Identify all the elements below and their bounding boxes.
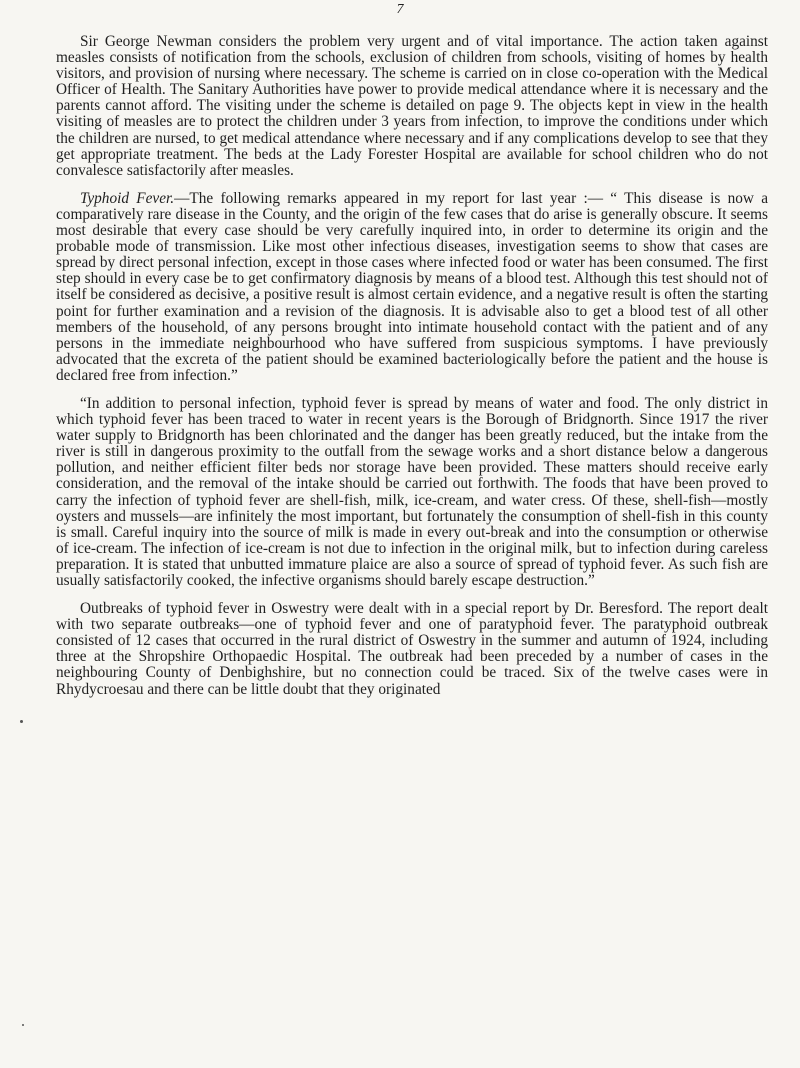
paragraph-typhoid-text: —The following remarks appeared in my report for last year :— “ This disease is now a comparatively rare disease in the County, and the origin of the few cases that do arise is generally obscure. It seems most desirable that every case should be very carefully inquired into, in order to determine its origin and the probable mode of transmission. Like most other infectious diseases, investigation seems to show that cases are spread by direct personal infection, except in those cases where infected food or water has been consumed. The first step should in every case be to get confirmatory diagnosis by means of a blood test. Although this test should not of itself be considered as decisive, a positive result is almost certain evidence, and a negative result is often the starting point for further examination and a revision of the diagnosis. It is advisable also to get a blood test of all other members of the household, of any persons brought into intimate household contact with the patient and of any persons in the immediate neighbourhood who have suffered from suspicious symptoms. I have previously advocated that the excreta of the patient should be examined bacteriologically before the patient and the house is declared free from infection.” bbox=[56, 189, 769, 384]
paragraph-measles: Sir George Newman considers the problem very urgent and of vital importance. The action taken against measles consists of notification from the schools, exclusion of children from schools, visiting of homes by health visitors, and provision of nursing where necessary. The scheme is carried on in close co-operation with the Medical Officer of Health. The Sanitary Authorities have power to provide medical attendance where it is necessary and the parents cannot afford. The visiting under the scheme is detailed on page 9. The objects kept in view in the health visiting of measles are to protect the children under 3 years from infection, to improve the conditions under which the children are nursed, to get medical attendance where necessary and if any complications develop to see that they get appropriate treatment. The beds at the Lady Forester Hospital are available for school children who do not convalesce satisfactorily after measles. bbox=[56, 33, 768, 179]
paragraph-typhoid-spread: “In addition to personal infection, typhoid fever is spread by means of water and food. The only district in which typhoid fever has been traced to water in recent years is the Borough of Bridgnorth. Since 1917 the river water supply to Bridgnorth has been chlorinated and the danger has been greatly reduced, but the intake from the river is still in dangerous proximity to the outfall from the sewage works and a short distance below a dangerous pollution, and neither efficient filter beds nor storage have been provided. These matters should receive early consideration, and the removal of the intake should be carried out forthwith. The foods that have been proved to carry the infection of typhoid fever are shell-fish, milk, ice-cream, and water cress. Of these, shell-fish—mostly oysters and mussels—are infinitely the most important, but fortunately the consumption of shell-fish in this county is small. Careful inquiry into the source of milk is made in every out-break and into the consumption or otherwise of ice-cream. The infection of ice-cream is not due to infection in the original milk, but to infection during careless preparation. It is stated that unbutted immature plaice are also a source of spread of typhoid fever. As such fish are usually satisfactorily cooked, the infective organisms should barely escape destruction.” bbox=[56, 394, 768, 589]
paragraph-typhoid-intro bbox=[56, 191, 768, 384]
report-body bbox=[56, 34, 768, 710]
paper-speck bbox=[22, 1024, 24, 1026]
page-number: 7 bbox=[396, 2, 404, 17]
paragraph-oswestry-outbreaks: Outbreaks of typhoid fever in Oswestry were dealt with in a special report by Dr. Beresford. The report dealt with two separate outbreaks—one of typhoid fever and one of paratyphoid fever. The paratyphoid outbreak consisted of 12 cases that occurred in the rural district of Oswestry in the summer and autumn of 1924, including three at the Shropshire Orthopaedic Hospital. The outbreak had been preceded by a number of cases in the neighbouring County of Denbighshire, but no connection could be traced. Six of the twelve cases were in Rhydycroesau and there can be little doubt that they originated bbox=[56, 600, 768, 698]
paper-speck bbox=[20, 720, 23, 723]
section-heading-typhoid: Typhoid Fever. bbox=[80, 189, 175, 207]
